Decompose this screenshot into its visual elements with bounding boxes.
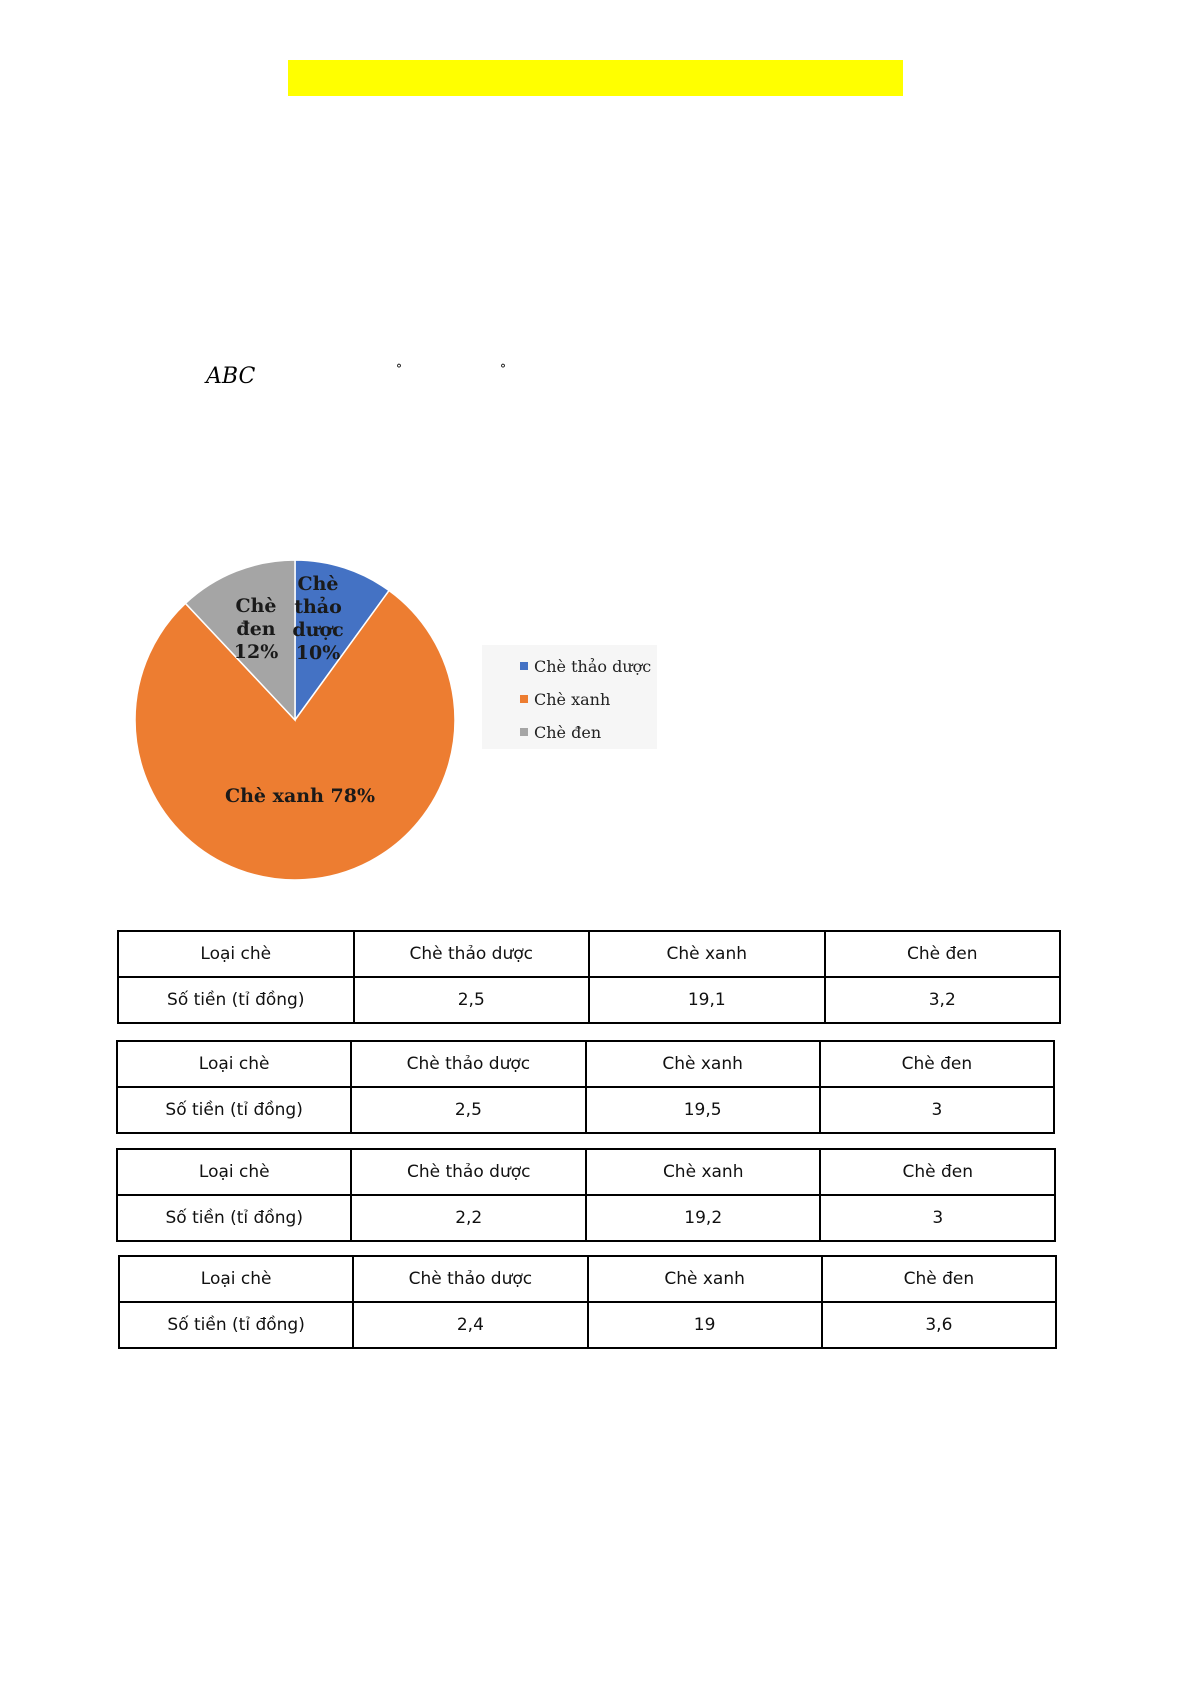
slice-label-black	[228, 595, 284, 664]
slice-label-herbal-line2: thảo	[294, 596, 342, 618]
table-cell: Chè đen	[822, 1256, 1056, 1302]
table-cell: Loại chè	[117, 1041, 351, 1087]
table-option-2	[116, 1040, 1055, 1134]
table-cell: 2,2	[351, 1195, 585, 1241]
legend-swatch-black	[520, 728, 528, 736]
table-cell: Chè đen	[825, 931, 1061, 977]
slice-label-herbal	[288, 573, 348, 665]
table-cell: Loại chè	[118, 931, 354, 977]
table-cell: 19,2	[586, 1195, 820, 1241]
legend-label-black: Chè đen	[534, 722, 602, 742]
legend-item-green	[520, 688, 610, 710]
table-cell: 3,6	[822, 1302, 1056, 1348]
table-option-4	[118, 1255, 1057, 1349]
slice-label-black-line3: 12%	[233, 641, 279, 663]
table-cell: Chè xanh	[586, 1041, 820, 1087]
table-cell: Số tiền (tỉ đồng)	[117, 1195, 351, 1241]
chart-legend	[482, 645, 657, 749]
table-cell: Loại chè	[119, 1256, 353, 1302]
degree-symbol-2: °	[500, 362, 506, 376]
table-option-3	[116, 1148, 1056, 1242]
table-cell: Chè đen	[820, 1041, 1054, 1087]
table-cell: 3,2	[825, 977, 1061, 1023]
slice-label-herbal-line4: 10%	[295, 642, 341, 664]
table-row	[117, 1195, 1055, 1241]
legend-item-black	[520, 721, 601, 743]
legend-swatch-herbal	[520, 662, 528, 670]
table-cell: 19	[588, 1302, 822, 1348]
table-cell: Số tiền (tỉ đồng)	[118, 977, 354, 1023]
table-cell: Loại chè	[117, 1149, 351, 1195]
slice-label-green	[220, 785, 380, 808]
highlight-bar	[288, 60, 903, 96]
table-option-1	[117, 930, 1061, 1024]
table-cell: 2,5	[351, 1087, 585, 1133]
table-header-row	[119, 1256, 1056, 1302]
table-cell: 19,5	[586, 1087, 820, 1133]
table-cell: Chè xanh	[588, 1256, 822, 1302]
math-expression	[206, 364, 526, 398]
legend-label-herbal: Chè thảo dược	[534, 656, 652, 676]
slice-label-herbal-line3: dược	[292, 619, 344, 641]
table-header-row	[118, 931, 1060, 977]
table-row	[119, 1302, 1056, 1348]
table-cell: 3	[820, 1087, 1054, 1133]
table-cell: 2,5	[354, 977, 590, 1023]
table-cell: 19,1	[589, 977, 825, 1023]
table-cell: 2,4	[353, 1302, 587, 1348]
table-cell: Chè xanh	[589, 931, 825, 977]
slice-label-black-line2: đen	[236, 618, 276, 640]
table-cell: Chè xanh	[586, 1149, 820, 1195]
degree-symbol-1: °	[396, 362, 402, 376]
table-cell: Chè thảo dược	[353, 1256, 587, 1302]
table-cell: Số tiền (tỉ đồng)	[117, 1087, 351, 1133]
table-header-row	[117, 1149, 1055, 1195]
table-cell: Chè đen	[820, 1149, 1055, 1195]
legend-item-herbal	[520, 655, 651, 677]
table-cell: Chè thảo dược	[354, 931, 590, 977]
table-cell: Chè thảo dược	[351, 1041, 585, 1087]
slice-label-black-line1: Chè	[235, 595, 277, 617]
table-cell: Chè thảo dược	[351, 1149, 585, 1195]
legend-swatch-green	[520, 695, 528, 703]
legend-label-green: Chè xanh	[534, 689, 611, 709]
table-cell: Số tiền (tỉ đồng)	[119, 1302, 353, 1348]
table-row	[117, 1087, 1054, 1133]
table-header-row	[117, 1041, 1054, 1087]
slice-label-herbal-line1: Chè	[297, 573, 339, 595]
slice-label-green-line1: Chè xanh 78%	[224, 785, 375, 807]
triangle-abc: ABC	[206, 364, 256, 389]
table-cell: 3	[820, 1195, 1055, 1241]
table-row	[118, 977, 1060, 1023]
